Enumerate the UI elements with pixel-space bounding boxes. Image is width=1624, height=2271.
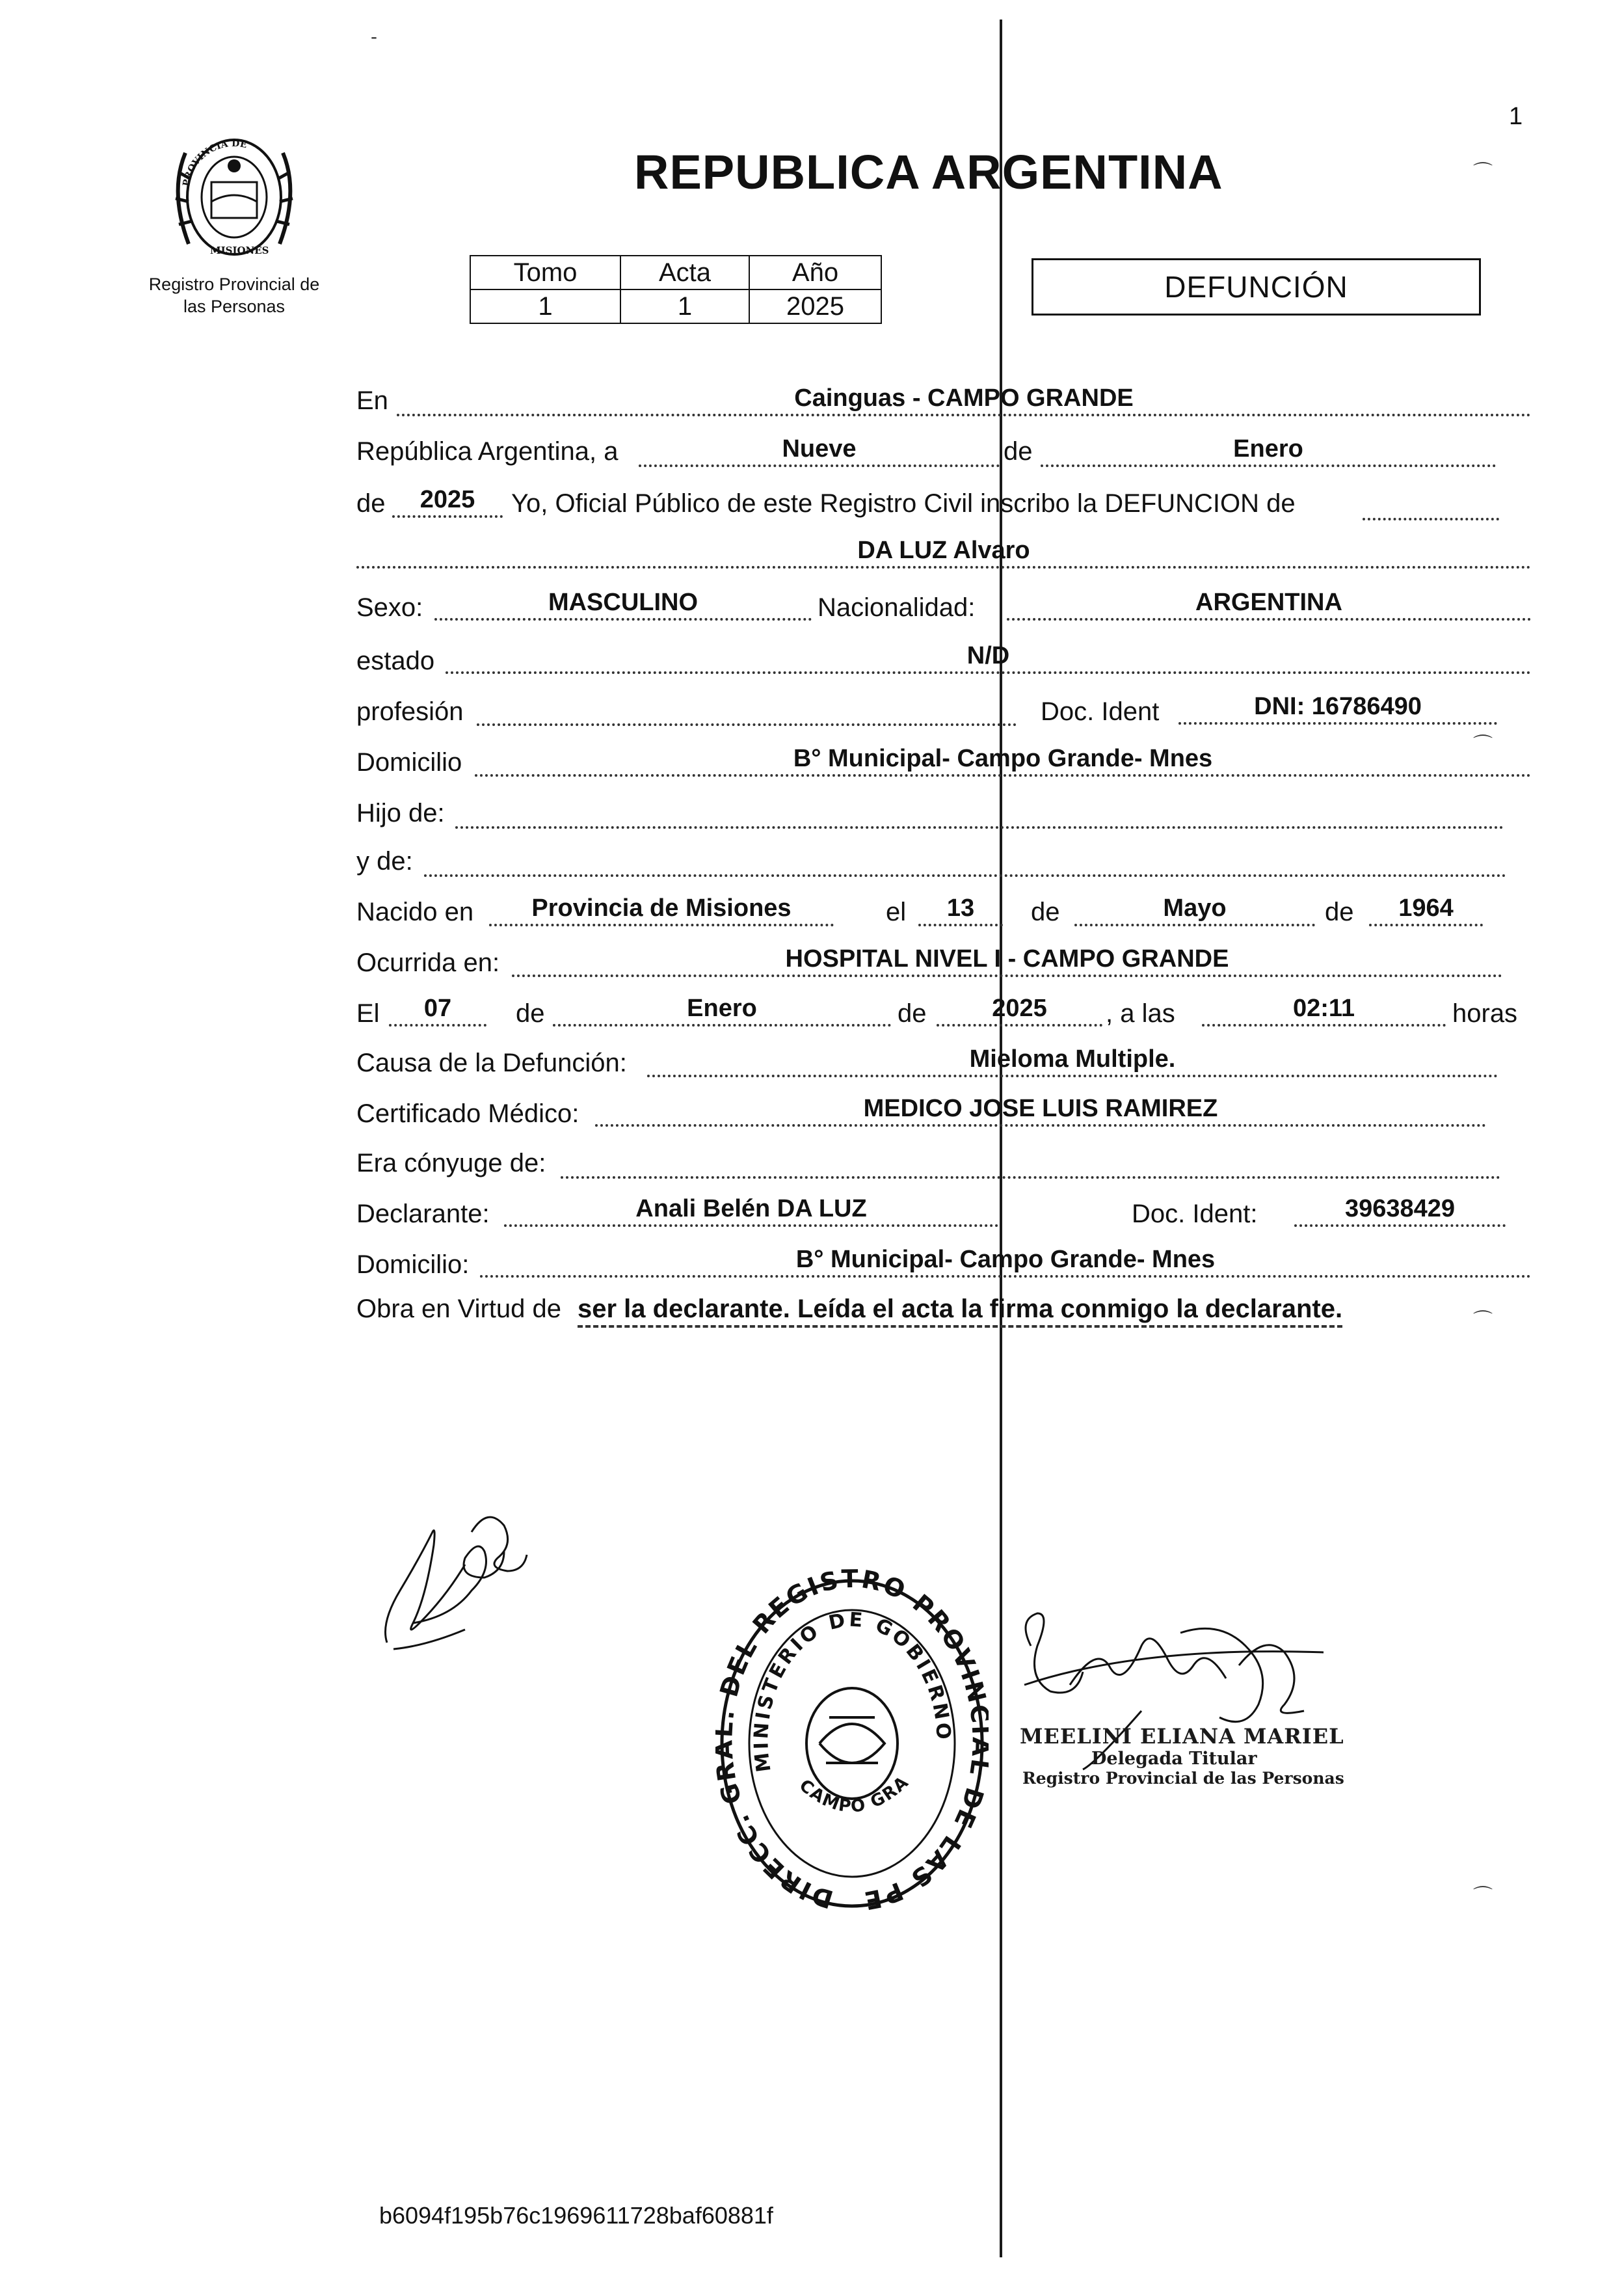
domicilio-field: B° Municipal- Campo Grande- Mnes: [475, 746, 1531, 777]
birth-year-field: 1964: [1369, 895, 1483, 926]
estado-field: N/D: [446, 643, 1531, 674]
anio-header: Año: [749, 256, 881, 289]
month-field: Enero: [1041, 436, 1496, 467]
acta-header: Acta: [620, 256, 749, 289]
defuncion-of-dots: [1363, 494, 1499, 520]
scan-mark: -: [371, 26, 377, 47]
causa-field: Mieloma Multiple.: [647, 1046, 1498, 1077]
de-year-label: de: [356, 489, 386, 518]
deceased-name-field: DA LUZ Alvaro: [356, 537, 1531, 569]
official-seal: [715, 1568, 989, 1919]
initials-signature: [374, 1493, 537, 1656]
sexo-field: MASCULINO: [434, 589, 812, 621]
death-time-field: 02:11: [1202, 995, 1446, 1027]
birth-day-field: 13: [918, 895, 1003, 926]
horas-label: horas: [1452, 999, 1518, 1028]
conyuge-label: Era cónyuge de:: [356, 1149, 546, 1177]
en-label: En: [356, 386, 388, 415]
death-month-field: Enero: [553, 995, 891, 1027]
registry-label-line2: las Personas: [183, 297, 286, 316]
officer-stamp: [1020, 1724, 1345, 1788]
hijo-field: [455, 798, 1504, 829]
obra-label: Obra en Virtud de: [356, 1295, 562, 1323]
declarante-label: Declarante:: [356, 1200, 490, 1228]
profesion-label: profesión: [356, 697, 464, 726]
certificado-label: Certificado Médico:: [356, 1099, 579, 1128]
declarante-field: Anali Belén DA LUZ: [504, 1196, 998, 1227]
de-death-month-label: de: [516, 999, 545, 1028]
nacionalidad-field: ARGENTINA: [1007, 589, 1531, 621]
domicilio2-label: Domicilio:: [356, 1250, 470, 1279]
scan-mark: ⌒: [1473, 162, 1493, 183]
page-number: 1: [1509, 103, 1523, 130]
svg-text:MINISTERIO DE GOBIERNO: MINISTERIO DE GOBIERNO: [750, 1608, 955, 1774]
tomo-value: 1: [470, 289, 620, 323]
nacido-label: Nacido en: [356, 898, 474, 926]
acta-value: 1: [620, 289, 749, 323]
doc-ident-field: DNI: 16786490: [1178, 693, 1497, 725]
svg-text:MISIONES: MISIONES: [210, 245, 269, 256]
document-hash: b6094f195b76c1969611728baf60881f: [379, 2202, 773, 2229]
record-type-box: DEFUNCIÓN: [1032, 258, 1481, 316]
svg-text:PROVINCIA DE: PROVINCIA DE: [181, 138, 248, 187]
declaration-text: Yo, Oficial Público de este Registro Civil inscribo la DEFUNCION de: [511, 489, 1296, 518]
anio-value: 2025: [749, 289, 881, 323]
el-label: el: [886, 898, 907, 926]
page-title: REPUBLICA ARGENTINA: [634, 145, 1223, 199]
sexo-label: Sexo:: [356, 593, 423, 622]
estado-label: estado: [356, 647, 435, 675]
declarante-doc-field: 39638429: [1294, 1196, 1506, 1227]
scan-mark: ⌒: [1473, 1310, 1493, 1332]
day-field: Nueve: [639, 436, 1000, 467]
y-de-label: y de:: [356, 847, 413, 876]
year-field: 2025: [392, 487, 503, 518]
death-day-field: 07: [389, 995, 486, 1027]
province-emblem-icon: [159, 114, 309, 273]
birthplace-field: Provincia de Misiones: [489, 895, 834, 926]
a-las-label: , a las: [1106, 999, 1175, 1028]
domicilio-label: Domicilio: [356, 748, 462, 777]
hijo-label: Hijo de:: [356, 799, 445, 827]
record-table: [470, 255, 882, 324]
svg-text:DIRECC. GRAL. DEL REGISTRO PRO: DIRECC. G DEL REGISTRO PROVI DE LAS PE: [715, 1568, 989, 1916]
tomo-header: Tomo: [470, 256, 620, 289]
de-label: de: [1004, 437, 1033, 466]
doc-ident-label: Doc. Ident: [1041, 697, 1160, 726]
scan-mark: ⌒: [1473, 734, 1493, 756]
nacionalidad-label: Nacionalidad:: [818, 593, 976, 622]
de-death-year-label: de: [898, 999, 927, 1028]
registry-label: [124, 273, 345, 317]
svg-text:CAMPO GRANDE: CAMPO GRA: [795, 1772, 913, 1817]
page-fold-line: [1000, 20, 1002, 2257]
officer-name: MEELINI ELIANA MARIEL: [1020, 1724, 1344, 1749]
officer-role: Delegada Titular: [1091, 1749, 1257, 1769]
de-birth-month-label: de: [1031, 898, 1060, 926]
ocurrida-field: HOSPITAL NIVEL I - CAMPO GRANDE: [512, 946, 1502, 977]
place-field: Cainguas - CAMPO GRANDE: [397, 385, 1531, 416]
death-year-field: 2025: [937, 995, 1102, 1027]
de-birth-year-label: de: [1325, 898, 1354, 926]
scan-mark: ⌒: [1473, 1886, 1493, 1907]
y-de-field: [424, 846, 1506, 877]
officer-office: Registro Provincial de las Personas: [1022, 1769, 1344, 1788]
domicilio2-field: B° Municipal- Campo Grande- Mnes: [480, 1246, 1531, 1278]
profesion-field: [477, 695, 1017, 726]
birth-month-field: Mayo: [1074, 895, 1315, 926]
obra-field: ser la declarante. Leída el acta la firma conmigo la declarante.: [578, 1295, 1342, 1328]
el-death-label: El: [356, 999, 380, 1028]
conyuge-field: [561, 1148, 1500, 1179]
ocurrida-label: Ocurrida en:: [356, 948, 500, 977]
declarante-doc-label: Doc. Ident:: [1132, 1200, 1258, 1228]
republica-label: República Argentina, a: [356, 437, 619, 466]
causa-label: Causa de la Defunción:: [356, 1049, 627, 1077]
registry-label-line1: Registro Provincial de: [148, 275, 320, 294]
certificado-field: MEDICO JOSE LUIS RAMIREZ: [595, 1095, 1486, 1127]
